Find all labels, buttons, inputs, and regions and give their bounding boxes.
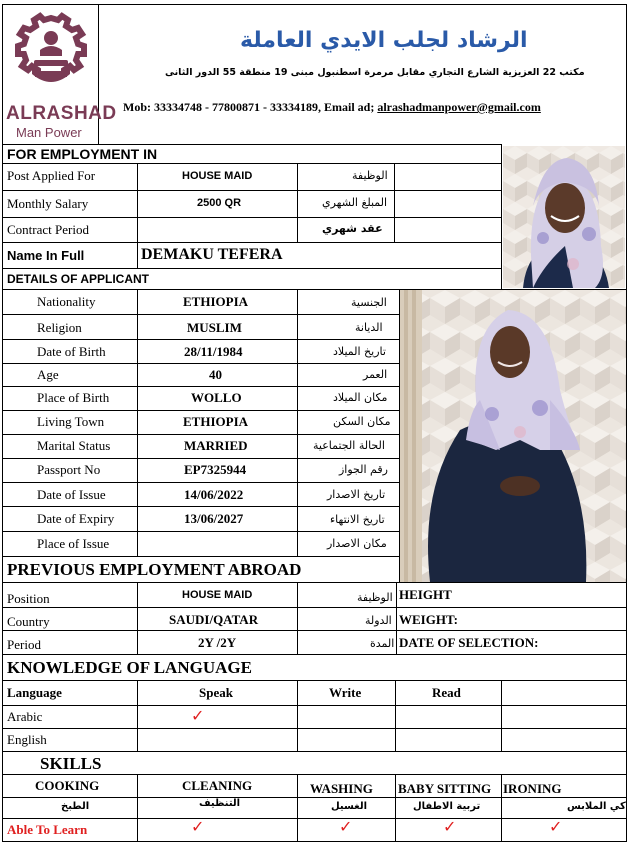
- skill-cooking-arabic: الطبخ: [61, 801, 90, 812]
- position-value: HOUSE MAID: [182, 589, 253, 601]
- detail-arabic: مكان السكن: [333, 415, 391, 428]
- skill-washing: WASHING: [310, 781, 373, 796]
- position-arabic: الوظيفة: [357, 591, 393, 604]
- baby-sitting-check: ✓: [443, 817, 457, 836]
- detail-value: 14/06/2022: [184, 487, 244, 502]
- section-language: KNOWLEDGE OF LANGUAGE: [7, 658, 252, 677]
- country-arabic: الدولة: [365, 614, 392, 627]
- height-label: HEIGHT: [399, 587, 452, 602]
- skill-ironing-arabic: كي الملابس: [567, 801, 626, 812]
- skill-cooking: COOKING: [35, 778, 100, 793]
- detail-label: Living Town: [37, 414, 105, 429]
- salary-arabic: المبلغ الشهري: [322, 196, 388, 209]
- country-label: Country: [7, 614, 50, 629]
- language-arabic: Arabic: [7, 709, 43, 724]
- logo: [6, 12, 117, 140]
- contract-label: Contract Period: [7, 222, 89, 237]
- company-address-arabic: مكتب 22 العزيزية الشارع التجاري مقابل مرمرة اسطنبول مبنى 19 منطقة 55 الدور الثانى: [165, 67, 585, 78]
- post-arabic: الوظيفة: [352, 169, 388, 182]
- detail-value: 13/06/2027: [184, 511, 244, 526]
- detail-arabic: مكان الميلاد: [333, 391, 388, 404]
- detail-arabic: تاريخ الانتهاء: [330, 513, 385, 526]
- applicant-photo-small: [503, 146, 625, 288]
- weight-label: WEIGHT:: [399, 612, 458, 627]
- read-col-header: Read: [432, 685, 461, 700]
- speak-col-header: Speak: [199, 685, 233, 700]
- detail-label: Date of Expiry: [37, 511, 115, 526]
- skill-ironing: IRONING: [503, 781, 562, 796]
- detail-value: 40: [209, 367, 222, 382]
- period-value: 2Y /2Y: [198, 635, 237, 650]
- detail-label: Date of Birth: [37, 344, 106, 359]
- skill-washing-arabic: الغسيل: [331, 801, 368, 812]
- logo-subtitle: Man Power: [16, 125, 82, 140]
- detail-value: MARRIED: [184, 438, 248, 453]
- detail-arabic: الجنسية: [351, 296, 387, 309]
- company-title-arabic: الرشاد لجلب الايدي العاملة: [240, 28, 528, 53]
- period-arabic: المدة: [370, 637, 395, 650]
- skill-cleaning-arabic: التنظيف: [199, 798, 241, 809]
- name-label: Name In Full: [7, 248, 85, 263]
- skill-baby-sitting: BABY SITTING: [398, 781, 492, 796]
- detail-value: EP7325944: [184, 462, 247, 477]
- detail-value: 28/11/1984: [184, 344, 243, 359]
- period-label: Period: [7, 637, 41, 652]
- skill-cleaning: CLEANING: [182, 778, 253, 793]
- contact-email[interactable]: alrashadmanpower@gmail.com: [377, 100, 541, 114]
- contact-line: [123, 101, 541, 113]
- detail-value: ETHIOPIA: [183, 294, 249, 309]
- detail-label: Place of Birth: [37, 390, 110, 405]
- detail-label: Nationality: [37, 294, 96, 309]
- contact-phones: Mob: 33334748 - 77800871 - 33334189, Email ad;: [123, 100, 378, 114]
- detail-label: Place of Issue: [37, 536, 110, 551]
- detail-label: Age: [37, 367, 59, 382]
- arabic-speak-check: ✓: [191, 706, 205, 725]
- section-employment: FOR EMPLOYMENT IN: [7, 146, 158, 162]
- detail-value: WOLLO: [191, 390, 242, 405]
- detail-value: ETHIOPIA: [183, 414, 249, 429]
- position-label: Position: [7, 591, 50, 606]
- able-to-learn-label: Able To Learn: [7, 822, 88, 837]
- detail-arabic: رقم الجواز: [339, 463, 388, 476]
- detail-label: Date of Issue: [37, 487, 106, 502]
- applicant-photo-full: [400, 290, 626, 582]
- skill-baby-sitting-arabic: تربية الاطفال: [413, 801, 481, 812]
- section-previous-employment: PREVIOUS EMPLOYMENT ABROAD: [7, 560, 302, 579]
- name-value: DEMAKU TEFERA: [141, 246, 283, 263]
- detail-arabic: تاريخ الميلاد: [333, 345, 386, 358]
- language-col-header: Language: [7, 685, 62, 700]
- detail-arabic: الديانة: [355, 321, 383, 334]
- date-of-selection-label: DATE OF SELECTION:: [399, 635, 539, 650]
- country-value: SAUDI/QATAR: [169, 612, 259, 627]
- detail-arabic: الحالة الجتماعية: [313, 439, 385, 452]
- detail-arabic: تاريخ الاصدار: [327, 488, 386, 501]
- logo-name: ALRASHAD: [6, 103, 117, 124]
- language-english: English: [7, 732, 47, 747]
- contract-arabic: عقد شهري: [322, 222, 383, 235]
- ironing-check: ✓: [549, 817, 563, 836]
- salary-value: 2500 QR: [197, 197, 242, 209]
- section-details: DETAILS OF APPLICANT: [7, 272, 149, 286]
- detail-arabic: مكان الاصدار: [327, 537, 387, 550]
- people-gear-icon: [10, 12, 92, 98]
- detail-label: Marital Status: [37, 438, 111, 453]
- post-label: Post Applied For: [7, 168, 96, 183]
- detail-arabic: العمر: [363, 368, 388, 381]
- section-skills: SKILLS: [40, 754, 102, 773]
- detail-value: MUSLIM: [187, 320, 242, 335]
- post-value: HOUSE MAID: [182, 170, 253, 182]
- salary-label: Monthly Salary: [7, 196, 89, 211]
- washing-check: ✓: [339, 817, 353, 836]
- cooking-check: ✓: [191, 817, 205, 836]
- detail-label: Passport No: [37, 462, 101, 477]
- detail-label: Religion: [37, 320, 82, 335]
- write-col-header: Write: [329, 685, 362, 700]
